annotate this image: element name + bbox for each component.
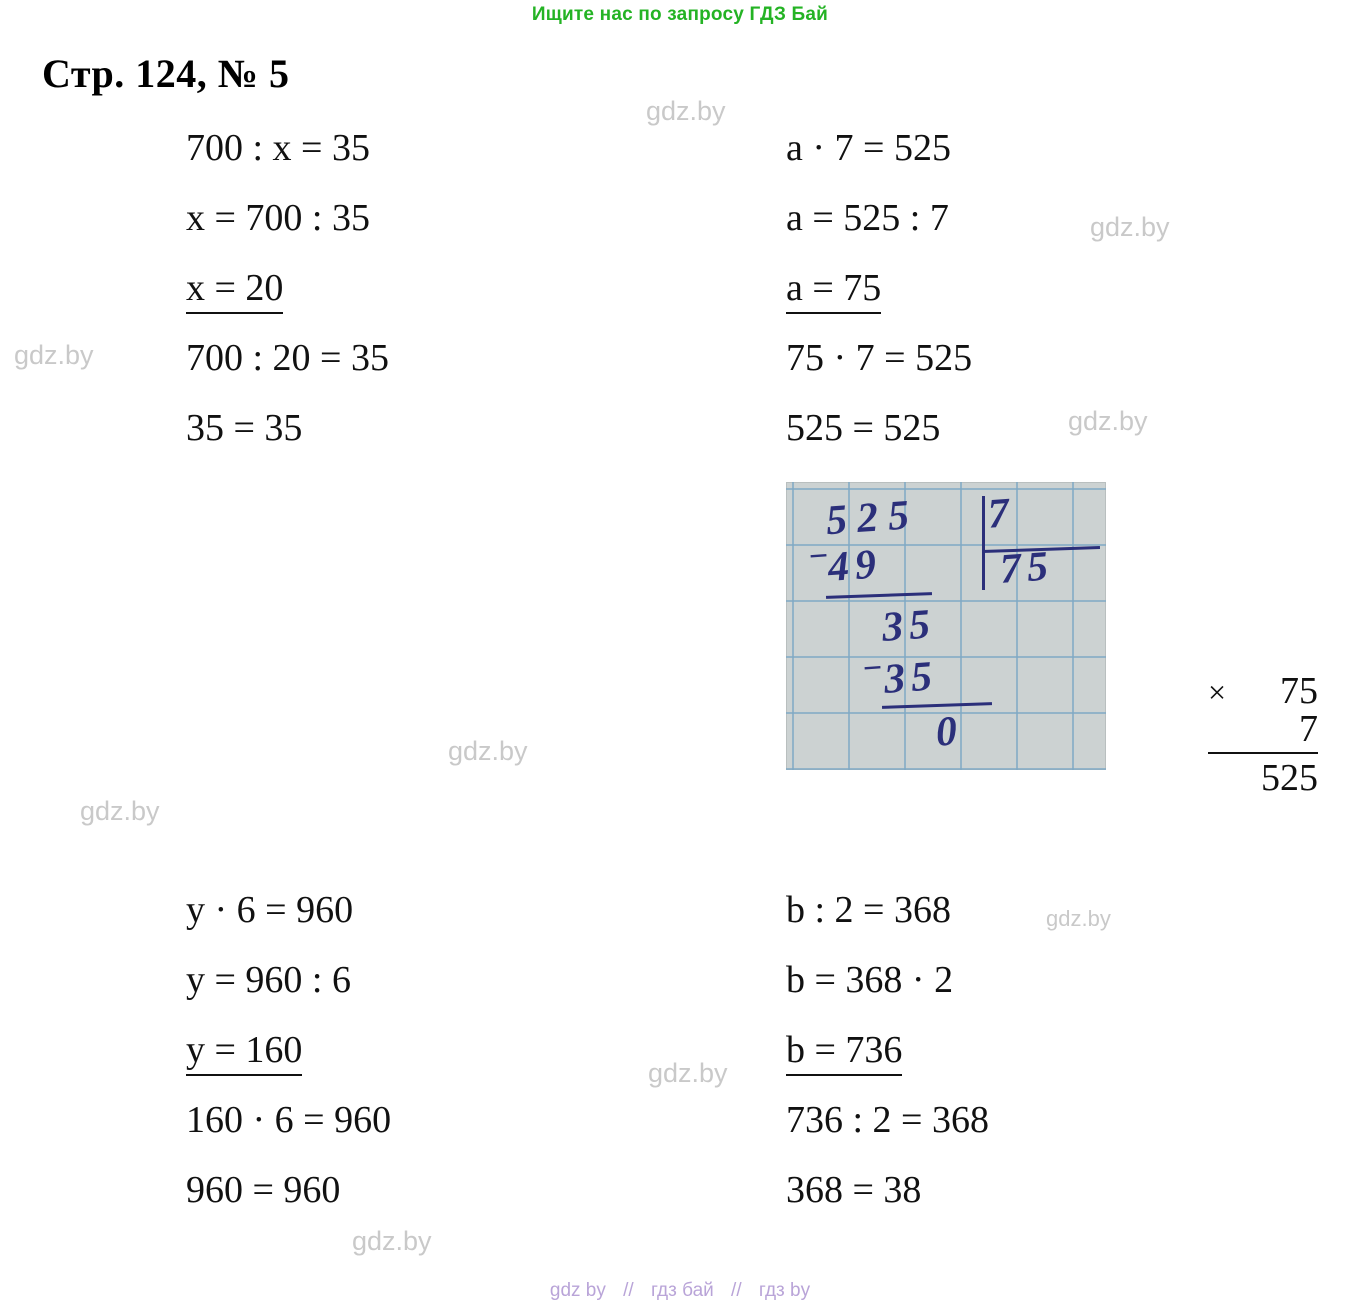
problem3-line1: y · 6 = 960 (186, 889, 354, 931)
handwriting-step1: 49 (826, 541, 884, 591)
problem2-line3: a = 75 (786, 266, 881, 314)
problem3-line4: 160 · 6 = 960 (186, 1099, 392, 1141)
problem1-line3: x = 20 (186, 266, 283, 314)
product: 525 (1261, 757, 1318, 799)
problem1-line1: 700 : x = 35 (186, 127, 370, 169)
watermark-7: gdz.by (1046, 906, 1111, 931)
handwritten-long-division-photo (786, 482, 1106, 770)
problem3-line3: y = 160 (186, 1028, 302, 1076)
problem1-line2: x = 700 : 35 (186, 197, 370, 239)
problem3-line5: 960 = 960 (186, 1169, 341, 1211)
watermark-3: gdz.by (14, 340, 94, 370)
footer (0, 1280, 1360, 1302)
watermark-1: gdz.by (646, 96, 726, 126)
problem2-line2: a = 525 : 7 (786, 197, 949, 239)
handwriting-quotient: 75 (998, 543, 1056, 593)
handwriting-divisor: 7 (986, 490, 1011, 538)
problem3-line2: y = 960 : 6 (186, 959, 351, 1001)
multiplication-operator: × (1208, 674, 1227, 710)
watermark-2: gdz.by (1090, 212, 1170, 242)
problem4-line5: 368 = 38 (786, 1169, 922, 1211)
problem2-line1: a · 7 = 525 (786, 127, 951, 169)
handwriting-dividend: 525 (824, 491, 921, 545)
watermark-4: gdz.by (1068, 406, 1148, 436)
problem4-line1: b : 2 = 368 (786, 889, 951, 931)
problem1-line5: 35 = 35 (186, 407, 303, 449)
problem2-line5: 525 = 525 (786, 407, 941, 449)
watermark-8: gdz.by (648, 1058, 728, 1088)
problem1-line4: 700 : 20 = 35 (186, 337, 389, 379)
watermark-9: gdz.by (352, 1226, 432, 1256)
column-multiplication (1208, 672, 1318, 800)
footer-a: gdz by (549, 1280, 606, 1301)
page-title: Стр. 124, № 5 (42, 51, 290, 96)
multiplicand: 75 (1280, 670, 1318, 712)
problem4-line2: b = 368 · 2 (786, 959, 954, 1001)
problem4-line3: b = 736 (786, 1028, 902, 1076)
watermark-6: gdz.by (80, 796, 160, 826)
watermark-5: gdz.by (448, 736, 528, 766)
site-promo-banner: Ищите нас по запросу ГДЗ Бай (531, 4, 829, 25)
handwriting-step2: 35 (880, 601, 938, 651)
footer-sep-1: // (623, 1280, 634, 1301)
handwriting-step3: 35 (882, 653, 940, 703)
footer-b: гдз бай (650, 1280, 714, 1301)
handwriting-minus-2: − (860, 649, 884, 688)
multiplier: 7 (1208, 710, 1318, 754)
problem2-line4: 75 · 7 = 525 (786, 337, 973, 379)
handwriting-remainder: 0 (934, 708, 959, 756)
handwriting-minus-1: − (806, 537, 830, 576)
footer-c: гдз by (758, 1280, 811, 1301)
footer-sep-2: // (731, 1280, 742, 1301)
problem4-line4: 736 : 2 = 368 (786, 1099, 989, 1141)
